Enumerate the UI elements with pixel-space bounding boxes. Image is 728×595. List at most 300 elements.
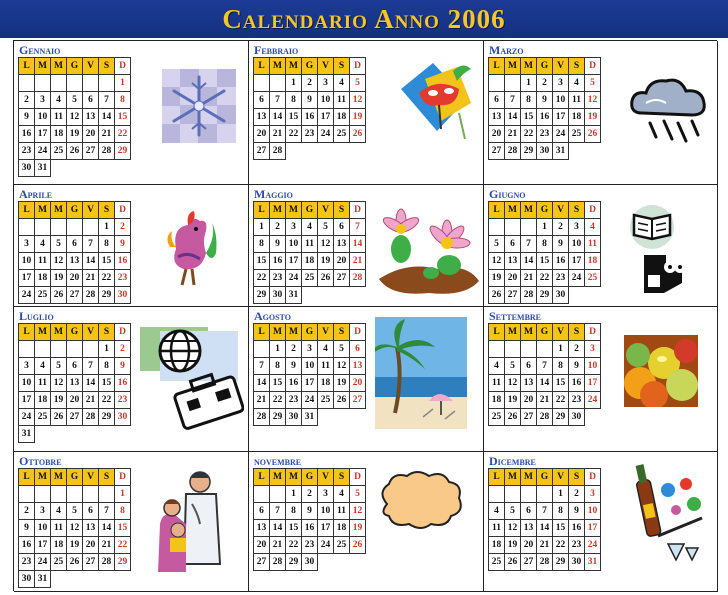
week-row xyxy=(254,341,366,358)
day-cell: 24 xyxy=(318,126,334,143)
day-cell: 30 xyxy=(270,287,286,304)
week-row xyxy=(19,143,131,160)
blank-day-cell xyxy=(83,486,99,503)
day-cell: 3 xyxy=(553,75,569,92)
day-cell: 6 xyxy=(521,503,537,520)
day-cell: 12 xyxy=(334,358,350,375)
day-cell: 10 xyxy=(35,520,51,537)
month-panel-4 xyxy=(249,185,484,307)
trailing-blank xyxy=(51,571,67,588)
day-cell: 26 xyxy=(505,409,521,426)
day-cell: 2 xyxy=(270,219,286,236)
weekday-label: D xyxy=(585,58,601,75)
weekday-label: M xyxy=(505,324,521,341)
day-cell: 26 xyxy=(67,554,83,571)
month-table xyxy=(488,323,601,426)
month-table xyxy=(18,323,131,443)
day-cell: 11 xyxy=(51,109,67,126)
trailing-blank xyxy=(51,426,67,443)
day-cell: 28 xyxy=(537,409,553,426)
day-cell: 22 xyxy=(99,392,115,409)
day-cell: 11 xyxy=(35,253,51,270)
day-cell: 5 xyxy=(51,358,67,375)
weekday-label: S xyxy=(334,202,350,219)
weekday-label: S xyxy=(99,58,115,75)
day-cell: 25 xyxy=(51,143,67,160)
day-cell: 8 xyxy=(521,92,537,109)
weekday-label: M xyxy=(270,324,286,341)
week-row xyxy=(254,287,366,304)
day-cell: 12 xyxy=(67,109,83,126)
week-row xyxy=(489,75,601,92)
sunday-cell: 20 xyxy=(350,375,366,392)
day-cell: 8 xyxy=(553,358,569,375)
weekday-label: M xyxy=(505,58,521,75)
weekday-label: S xyxy=(569,202,585,219)
weekday-label: L xyxy=(489,58,505,75)
day-cell: 23 xyxy=(569,537,585,554)
trailing-blank xyxy=(334,409,350,426)
week-row xyxy=(254,375,366,392)
weekday-label: V xyxy=(318,58,334,75)
month-panel-10 xyxy=(249,452,484,592)
day-cell: 16 xyxy=(19,537,35,554)
week-row xyxy=(489,392,601,409)
month-panel-1 xyxy=(249,41,484,185)
day-cell: 1 xyxy=(254,219,270,236)
day-cell: 27 xyxy=(489,143,505,160)
trailing-blank xyxy=(51,160,67,177)
day-cell: 23 xyxy=(537,126,553,143)
trailing-blank xyxy=(115,160,131,177)
day-cell: 27 xyxy=(521,554,537,571)
sunday-cell: 5 xyxy=(350,486,366,503)
day-cell: 27 xyxy=(334,270,350,287)
day-cell: 9 xyxy=(569,503,585,520)
weekday-label: D xyxy=(350,469,366,486)
week-row xyxy=(19,392,131,409)
blank-day-cell xyxy=(489,75,505,92)
day-cell: 26 xyxy=(67,143,83,160)
day-cell: 31 xyxy=(302,409,318,426)
day-cell: 14 xyxy=(83,375,99,392)
sunday-cell: 4 xyxy=(585,219,601,236)
day-cell: 14 xyxy=(83,253,99,270)
day-cell: 2 xyxy=(19,503,35,520)
month-table xyxy=(488,468,601,571)
week-row xyxy=(19,92,131,109)
day-cell: 19 xyxy=(67,537,83,554)
blank-day-cell xyxy=(521,341,537,358)
month-name: Gennaio xyxy=(19,43,61,57)
day-cell: 13 xyxy=(254,520,270,537)
day-cell: 12 xyxy=(67,520,83,537)
day-cell: 28 xyxy=(99,143,115,160)
sunday-cell: 3 xyxy=(585,341,601,358)
day-cell: 9 xyxy=(302,92,318,109)
thought-cloud-icon xyxy=(377,470,463,535)
day-cell: 21 xyxy=(83,270,99,287)
weekday-label: M xyxy=(521,469,537,486)
day-cell: 26 xyxy=(489,287,505,304)
day-cell: 9 xyxy=(569,358,585,375)
day-cell: 28 xyxy=(83,287,99,304)
trailing-blank xyxy=(35,426,51,443)
page-title: Calendario Anno 2006 xyxy=(222,3,506,34)
day-cell: 6 xyxy=(334,219,350,236)
sunday-cell: 19 xyxy=(585,109,601,126)
blank-day-cell xyxy=(521,486,537,503)
day-cell: 25 xyxy=(489,554,505,571)
day-cell: 10 xyxy=(19,253,35,270)
day-cell: 7 xyxy=(99,92,115,109)
day-cell: 2 xyxy=(537,75,553,92)
weekday-label: D xyxy=(115,324,131,341)
day-cell: 27 xyxy=(83,143,99,160)
day-cell: 7 xyxy=(537,358,553,375)
day-cell: 27 xyxy=(521,409,537,426)
day-cell: 20 xyxy=(505,270,521,287)
weekday-label: M xyxy=(51,324,67,341)
week-row xyxy=(254,219,366,236)
weekday-header-row xyxy=(19,324,131,341)
week-row xyxy=(489,520,601,537)
week-row xyxy=(19,219,131,236)
month-panel-8 xyxy=(484,307,718,452)
day-cell: 19 xyxy=(489,270,505,287)
sunday-cell: 15 xyxy=(115,520,131,537)
month-panel-0 xyxy=(14,41,249,185)
month-name: Agosto xyxy=(254,309,291,323)
day-cell: 25 xyxy=(569,126,585,143)
week-row xyxy=(19,503,131,520)
day-cell: 31 xyxy=(553,143,569,160)
weekday-header-row xyxy=(489,324,601,341)
blank-day-cell xyxy=(489,486,505,503)
sunday-cell: 14 xyxy=(350,236,366,253)
day-cell: 16 xyxy=(286,375,302,392)
blank-day-cell xyxy=(51,75,67,92)
day-cell: 1 xyxy=(286,486,302,503)
weekday-header-row xyxy=(19,58,131,75)
weekday-label: M xyxy=(521,324,537,341)
day-cell: 4 xyxy=(35,236,51,253)
weekday-label: D xyxy=(115,58,131,75)
day-cell: 9 xyxy=(553,236,569,253)
day-cell: 28 xyxy=(83,409,99,426)
trailing-blank xyxy=(318,287,334,304)
day-cell: 30 xyxy=(569,554,585,571)
day-cell: 6 xyxy=(67,236,83,253)
sunday-cell: 5 xyxy=(350,75,366,92)
weekday-label: G xyxy=(537,202,553,219)
week-row xyxy=(19,520,131,537)
rain-cloud-icon xyxy=(626,73,712,156)
day-cell: 14 xyxy=(521,253,537,270)
day-cell: 22 xyxy=(553,537,569,554)
weekday-label: L xyxy=(489,202,505,219)
weekday-label: S xyxy=(569,58,585,75)
trailing-blank xyxy=(334,287,350,304)
day-cell: 7 xyxy=(99,503,115,520)
blank-day-cell xyxy=(51,219,67,236)
day-cell: 2 xyxy=(569,486,585,503)
weekday-label: G xyxy=(537,324,553,341)
day-cell: 17 xyxy=(286,253,302,270)
month-name: Marzo xyxy=(489,43,524,57)
weekday-label: L xyxy=(254,324,270,341)
month-table xyxy=(18,57,131,177)
day-cell: 24 xyxy=(35,143,51,160)
weekday-label: G xyxy=(302,202,318,219)
weekday-header-row xyxy=(254,58,366,75)
weekday-label: G xyxy=(67,469,83,486)
day-cell: 1 xyxy=(553,486,569,503)
weekday-header-row xyxy=(19,469,131,486)
week-row xyxy=(19,253,131,270)
day-cell: 3 xyxy=(19,236,35,253)
week-row xyxy=(489,287,601,304)
day-cell: 22 xyxy=(286,126,302,143)
day-cell: 13 xyxy=(489,109,505,126)
sunday-cell: 21 xyxy=(350,253,366,270)
day-cell: 25 xyxy=(51,554,67,571)
day-cell: 3 xyxy=(286,219,302,236)
day-cell: 29 xyxy=(254,287,270,304)
day-cell: 24 xyxy=(553,126,569,143)
weekday-label: M xyxy=(270,202,286,219)
month-panel-9 xyxy=(14,452,249,592)
day-cell: 22 xyxy=(521,126,537,143)
day-cell: 11 xyxy=(35,375,51,392)
day-cell: 20 xyxy=(334,253,350,270)
weekday-header-row xyxy=(254,202,366,219)
day-cell: 16 xyxy=(569,375,585,392)
sunday-cell: 10 xyxy=(585,503,601,520)
month-name: Maggio xyxy=(254,187,293,201)
blank-day-cell xyxy=(537,486,553,503)
blank-day-cell xyxy=(35,486,51,503)
day-cell: 6 xyxy=(67,358,83,375)
day-cell: 4 xyxy=(334,486,350,503)
day-cell: 21 xyxy=(83,392,99,409)
trailing-blank xyxy=(67,160,83,177)
week-row xyxy=(19,109,131,126)
sunday-cell: 22 xyxy=(115,126,131,143)
day-cell: 15 xyxy=(521,109,537,126)
week-row xyxy=(19,75,131,92)
day-cell: 7 xyxy=(521,236,537,253)
blank-day-cell xyxy=(19,341,35,358)
weekday-label: M xyxy=(270,58,286,75)
week-row xyxy=(19,341,131,358)
day-cell: 23 xyxy=(569,392,585,409)
day-cell: 8 xyxy=(553,503,569,520)
day-cell: 16 xyxy=(19,126,35,143)
sunday-cell: 7 xyxy=(350,219,366,236)
week-row xyxy=(254,409,366,426)
beach-palm-icon xyxy=(375,317,467,434)
day-cell: 1 xyxy=(553,341,569,358)
day-cell: 14 xyxy=(99,109,115,126)
blank-day-cell xyxy=(67,219,83,236)
day-cell: 9 xyxy=(286,358,302,375)
day-cell: 20 xyxy=(67,392,83,409)
day-cell: 23 xyxy=(270,270,286,287)
month-name: Aprile xyxy=(19,187,53,201)
weekday-header-row xyxy=(489,202,601,219)
blank-day-cell xyxy=(67,486,83,503)
weekday-label: L xyxy=(254,202,270,219)
day-cell: 26 xyxy=(318,270,334,287)
day-cell: 25 xyxy=(318,392,334,409)
weekday-label: M xyxy=(35,324,51,341)
day-cell: 1 xyxy=(99,219,115,236)
week-row xyxy=(254,392,366,409)
day-cell: 30 xyxy=(19,160,35,177)
weekday-label: M xyxy=(35,469,51,486)
day-cell: 21 xyxy=(505,126,521,143)
fruit-basket-icon xyxy=(624,335,698,412)
day-cell: 28 xyxy=(254,409,270,426)
day-cell: 14 xyxy=(99,520,115,537)
weekday-label: D xyxy=(115,469,131,486)
week-row xyxy=(489,503,601,520)
weekday-label: V xyxy=(553,58,569,75)
week-row xyxy=(254,236,366,253)
week-row xyxy=(489,375,601,392)
day-cell: 7 xyxy=(537,503,553,520)
weekday-label: V xyxy=(83,58,99,75)
trailing-blank xyxy=(318,554,334,571)
day-cell: 10 xyxy=(302,358,318,375)
weekday-label: L xyxy=(19,202,35,219)
trailing-blank xyxy=(350,554,366,571)
day-cell: 11 xyxy=(318,358,334,375)
weekday-label: D xyxy=(585,202,601,219)
blank-day-cell xyxy=(35,75,51,92)
day-cell: 1 xyxy=(286,75,302,92)
blank-day-cell xyxy=(51,341,67,358)
day-cell: 17 xyxy=(318,520,334,537)
month-table xyxy=(488,201,601,304)
sunday-cell: 15 xyxy=(115,109,131,126)
day-cell: 4 xyxy=(569,75,585,92)
day-cell: 20 xyxy=(489,126,505,143)
week-row xyxy=(254,126,366,143)
day-cell: 7 xyxy=(270,92,286,109)
weekday-label: M xyxy=(270,469,286,486)
day-cell: 25 xyxy=(334,126,350,143)
weekday-label: L xyxy=(19,469,35,486)
sunday-cell: 1 xyxy=(115,75,131,92)
day-cell: 13 xyxy=(521,375,537,392)
week-row xyxy=(254,537,366,554)
day-cell: 29 xyxy=(553,409,569,426)
day-cell: 11 xyxy=(569,92,585,109)
day-cell: 28 xyxy=(521,287,537,304)
day-cell: 7 xyxy=(254,358,270,375)
day-cell: 1 xyxy=(270,341,286,358)
week-row xyxy=(19,409,131,426)
day-cell: 11 xyxy=(302,236,318,253)
weekday-label: V xyxy=(83,202,99,219)
day-cell: 12 xyxy=(318,236,334,253)
day-cell: 30 xyxy=(553,287,569,304)
day-cell: 24 xyxy=(318,537,334,554)
blank-day-cell xyxy=(99,75,115,92)
day-cell: 31 xyxy=(19,426,35,443)
day-cell: 12 xyxy=(505,375,521,392)
day-cell: 15 xyxy=(254,253,270,270)
month-panel-7 xyxy=(249,307,484,452)
day-cell: 17 xyxy=(318,109,334,126)
day-cell: 21 xyxy=(537,537,553,554)
weekday-label: D xyxy=(585,469,601,486)
weekday-label: L xyxy=(254,469,270,486)
sunday-cell: 23 xyxy=(115,270,131,287)
day-cell: 1 xyxy=(99,341,115,358)
day-cell: 21 xyxy=(254,392,270,409)
title-banner xyxy=(0,0,728,38)
day-cell: 6 xyxy=(83,503,99,520)
day-cell: 14 xyxy=(537,375,553,392)
month-name: Luglio xyxy=(19,309,54,323)
blank-day-cell xyxy=(67,341,83,358)
trailing-blank xyxy=(585,409,601,426)
day-cell: 9 xyxy=(19,520,35,537)
weekday-label: M xyxy=(51,469,67,486)
weekday-label: G xyxy=(302,324,318,341)
weekday-label: S xyxy=(334,469,350,486)
day-cell: 18 xyxy=(489,537,505,554)
sunday-cell: 24 xyxy=(585,392,601,409)
day-cell: 4 xyxy=(302,219,318,236)
day-cell: 18 xyxy=(51,126,67,143)
trailing-blank xyxy=(585,287,601,304)
trailing-blank xyxy=(83,426,99,443)
sunday-cell: 18 xyxy=(585,253,601,270)
day-cell: 22 xyxy=(99,270,115,287)
day-cell: 3 xyxy=(318,75,334,92)
day-cell: 18 xyxy=(35,270,51,287)
trailing-blank xyxy=(99,426,115,443)
trailing-blank xyxy=(99,160,115,177)
sunday-cell: 31 xyxy=(585,554,601,571)
day-cell: 7 xyxy=(270,503,286,520)
trailing-blank xyxy=(302,143,318,160)
day-cell: 8 xyxy=(270,358,286,375)
weekday-label: M xyxy=(505,469,521,486)
day-cell: 5 xyxy=(67,503,83,520)
day-cell: 28 xyxy=(270,143,286,160)
day-cell: 4 xyxy=(489,358,505,375)
month-table xyxy=(253,323,366,426)
day-cell: 11 xyxy=(489,520,505,537)
weekday-label: G xyxy=(302,469,318,486)
day-cell: 3 xyxy=(35,92,51,109)
day-cell: 27 xyxy=(67,409,83,426)
day-cell: 26 xyxy=(505,554,521,571)
sunday-cell: 26 xyxy=(585,126,601,143)
day-cell: 23 xyxy=(302,537,318,554)
day-cell: 1 xyxy=(521,75,537,92)
day-cell: 16 xyxy=(537,109,553,126)
weekday-label: M xyxy=(521,202,537,219)
weekday-label: D xyxy=(350,324,366,341)
day-cell: 8 xyxy=(254,236,270,253)
day-cell: 13 xyxy=(254,109,270,126)
